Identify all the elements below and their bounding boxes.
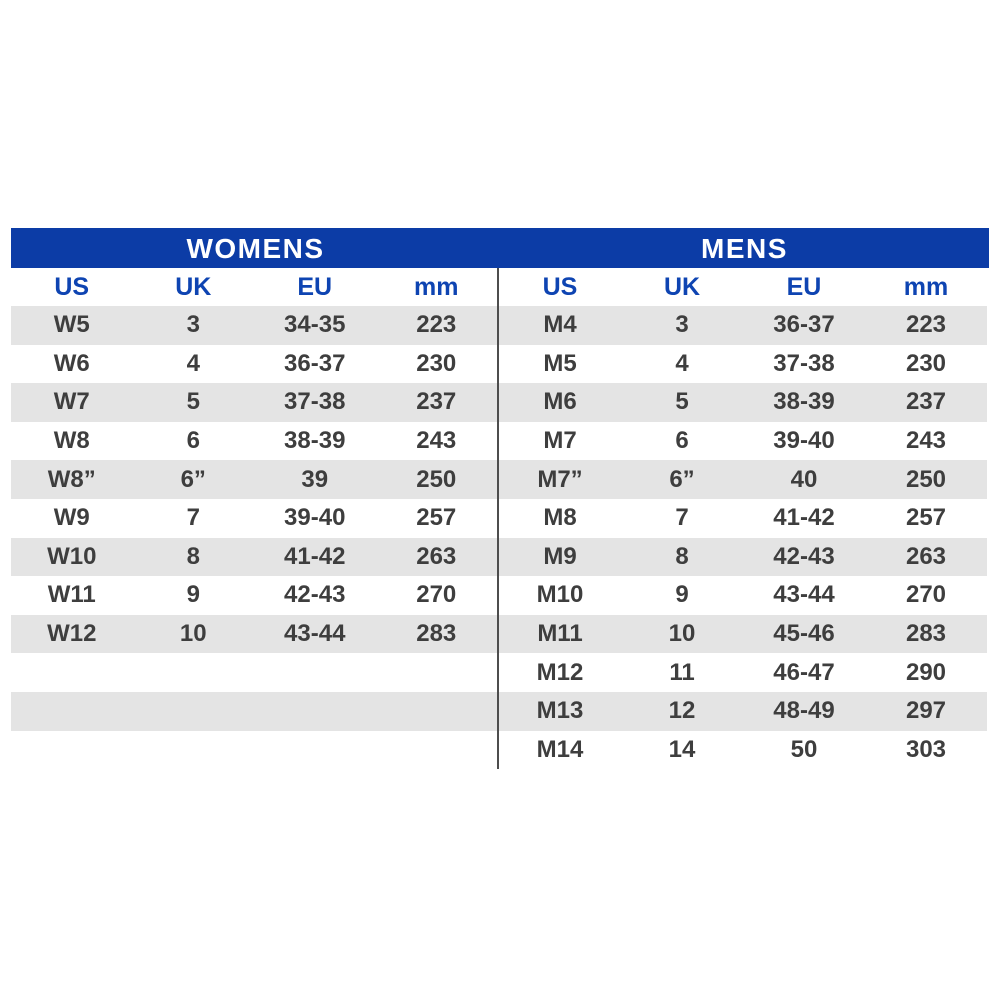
table-cell: 40 [790, 465, 818, 493]
table-cell: M6 [543, 388, 577, 416]
table-cell: 263 [416, 542, 457, 570]
table-cell: W11 [47, 581, 96, 609]
table-cell: 270 [905, 581, 947, 609]
table-cell: 45-46 [773, 620, 835, 648]
empty-row [11, 692, 497, 731]
table-cell: 11 [669, 658, 695, 686]
table-cell: 38-39 [284, 427, 346, 455]
womens-table [11, 268, 499, 769]
table-cell: 230 [416, 349, 457, 377]
empty-row [11, 653, 497, 692]
table-cell: 250 [416, 465, 457, 493]
table-cell: 41-42 [773, 504, 835, 532]
table-cell: 43-44 [284, 620, 346, 648]
table-cell: 38-39 [773, 388, 835, 416]
table-cell: M4 [543, 311, 577, 339]
column-header-mm: mm [903, 272, 949, 301]
column-header-mm: mm [414, 272, 459, 301]
table-cell: 6 [186, 427, 200, 455]
table-row [11, 345, 497, 384]
table-row [11, 499, 497, 538]
table-cell: 7 [186, 504, 200, 532]
table-cell: 43-44 [773, 581, 835, 609]
table-cell: M11 [537, 620, 583, 648]
table-cell: M10 [536, 581, 584, 609]
table-cell: 50 [790, 735, 818, 763]
table-cell: 230 [905, 349, 947, 377]
column-header-eu: EU [297, 272, 333, 301]
table-cell: W9 [53, 504, 90, 532]
table-row [499, 538, 987, 577]
table-row [499, 383, 987, 422]
mens-table [499, 268, 987, 769]
table-cell: 8 [186, 542, 200, 570]
table-cell: 12 [668, 697, 696, 725]
table-cell: 257 [416, 504, 457, 532]
table-cell: 250 [905, 465, 947, 493]
table-cell: 37-38 [284, 388, 346, 416]
table-cell: 7 [675, 504, 689, 532]
table-row [499, 576, 987, 615]
table-cell: 237 [416, 388, 457, 416]
table-cell: 237 [905, 388, 947, 416]
table-cell: 10 [179, 620, 207, 648]
table-cell: W7 [53, 388, 90, 416]
column-header-row [499, 268, 987, 306]
table-cell: 39-40 [773, 427, 835, 455]
table-cell: 36-37 [773, 311, 835, 339]
table-cell: 9 [186, 581, 200, 609]
table-cell: 34-35 [284, 311, 346, 339]
table-cell: W5 [53, 311, 90, 339]
womens-section-title: WOMENS [186, 233, 325, 264]
table-cell: 42-43 [284, 581, 346, 609]
column-header-us: US [54, 272, 90, 301]
table-cell: 4 [186, 349, 200, 377]
table-cell: W12 [47, 620, 97, 648]
table-cell: 5 [186, 388, 200, 416]
size-conversion-chart [11, 228, 989, 769]
table-row [499, 615, 987, 654]
table-row [11, 538, 497, 577]
table-cell: 297 [905, 697, 947, 725]
table-cell: 290 [905, 658, 947, 686]
column-header-eu: EU [786, 272, 822, 301]
empty-row [11, 731, 497, 770]
table-row [499, 306, 987, 345]
table-row [499, 692, 987, 731]
table-cell: 243 [416, 427, 457, 455]
table-cell: 37-38 [773, 349, 835, 377]
table-row [499, 653, 987, 692]
table-cell: M13 [536, 697, 584, 725]
table-cell: 6 [675, 427, 689, 455]
mens-section-title: MENS [701, 233, 788, 264]
table-cell: W8” [47, 465, 96, 493]
table-cell: 3 [675, 311, 689, 339]
table-row [11, 383, 497, 422]
table-cell: 39 [301, 465, 329, 493]
table-cell: M7” [537, 465, 583, 493]
table-cell: 14 [668, 735, 696, 763]
table-cell: 3 [186, 311, 200, 339]
table-cell: 283 [905, 620, 947, 648]
column-header-uk: UK [175, 272, 212, 301]
table-row [499, 460, 987, 499]
table-cell: 263 [905, 542, 947, 570]
table-cell: 36-37 [284, 349, 346, 377]
table-cell: 10 [668, 620, 696, 648]
table-row [499, 731, 987, 770]
table-cell: 8 [675, 542, 689, 570]
table-cell: M12 [536, 658, 584, 686]
table-cell: 41-42 [284, 542, 346, 570]
table-cell: M8 [543, 504, 577, 532]
table-cell: 39-40 [284, 504, 346, 532]
table-row [499, 345, 987, 384]
table-cell: 257 [905, 504, 947, 532]
table-cell: 243 [905, 427, 947, 455]
table-row [499, 499, 987, 538]
table-cell: M5 [543, 349, 577, 377]
table-cell: 283 [416, 620, 457, 648]
table-cell: W8 [53, 427, 90, 455]
table-row [11, 306, 497, 345]
table-cell: 6” [180, 465, 206, 493]
table-row [11, 576, 497, 615]
column-header-us: US [542, 272, 578, 301]
table-cell: 223 [416, 311, 457, 339]
chart-body [11, 268, 989, 769]
table-cell: W10 [47, 542, 97, 570]
table-cell: M9 [543, 542, 577, 570]
table-row [11, 460, 497, 499]
table-cell: 270 [416, 581, 457, 609]
table-row [11, 615, 497, 654]
table-cell: M7 [543, 427, 577, 455]
column-header-row [11, 268, 497, 306]
table-cell: 48-49 [773, 697, 835, 725]
table-cell: 303 [905, 735, 947, 763]
table-cell: 42-43 [773, 542, 835, 570]
column-header-uk: UK [663, 272, 701, 301]
table-cell: W6 [53, 349, 90, 377]
table-row [11, 422, 497, 461]
table-cell: M14 [536, 735, 584, 763]
table-cell: 5 [675, 388, 689, 416]
table-cell: 46-47 [773, 658, 835, 686]
table-cell: 223 [905, 311, 947, 339]
chart-banner [11, 228, 989, 268]
table-row [499, 422, 987, 461]
table-cell: 9 [675, 581, 689, 609]
table-cell: 6” [669, 465, 695, 493]
table-cell: 4 [675, 349, 689, 377]
